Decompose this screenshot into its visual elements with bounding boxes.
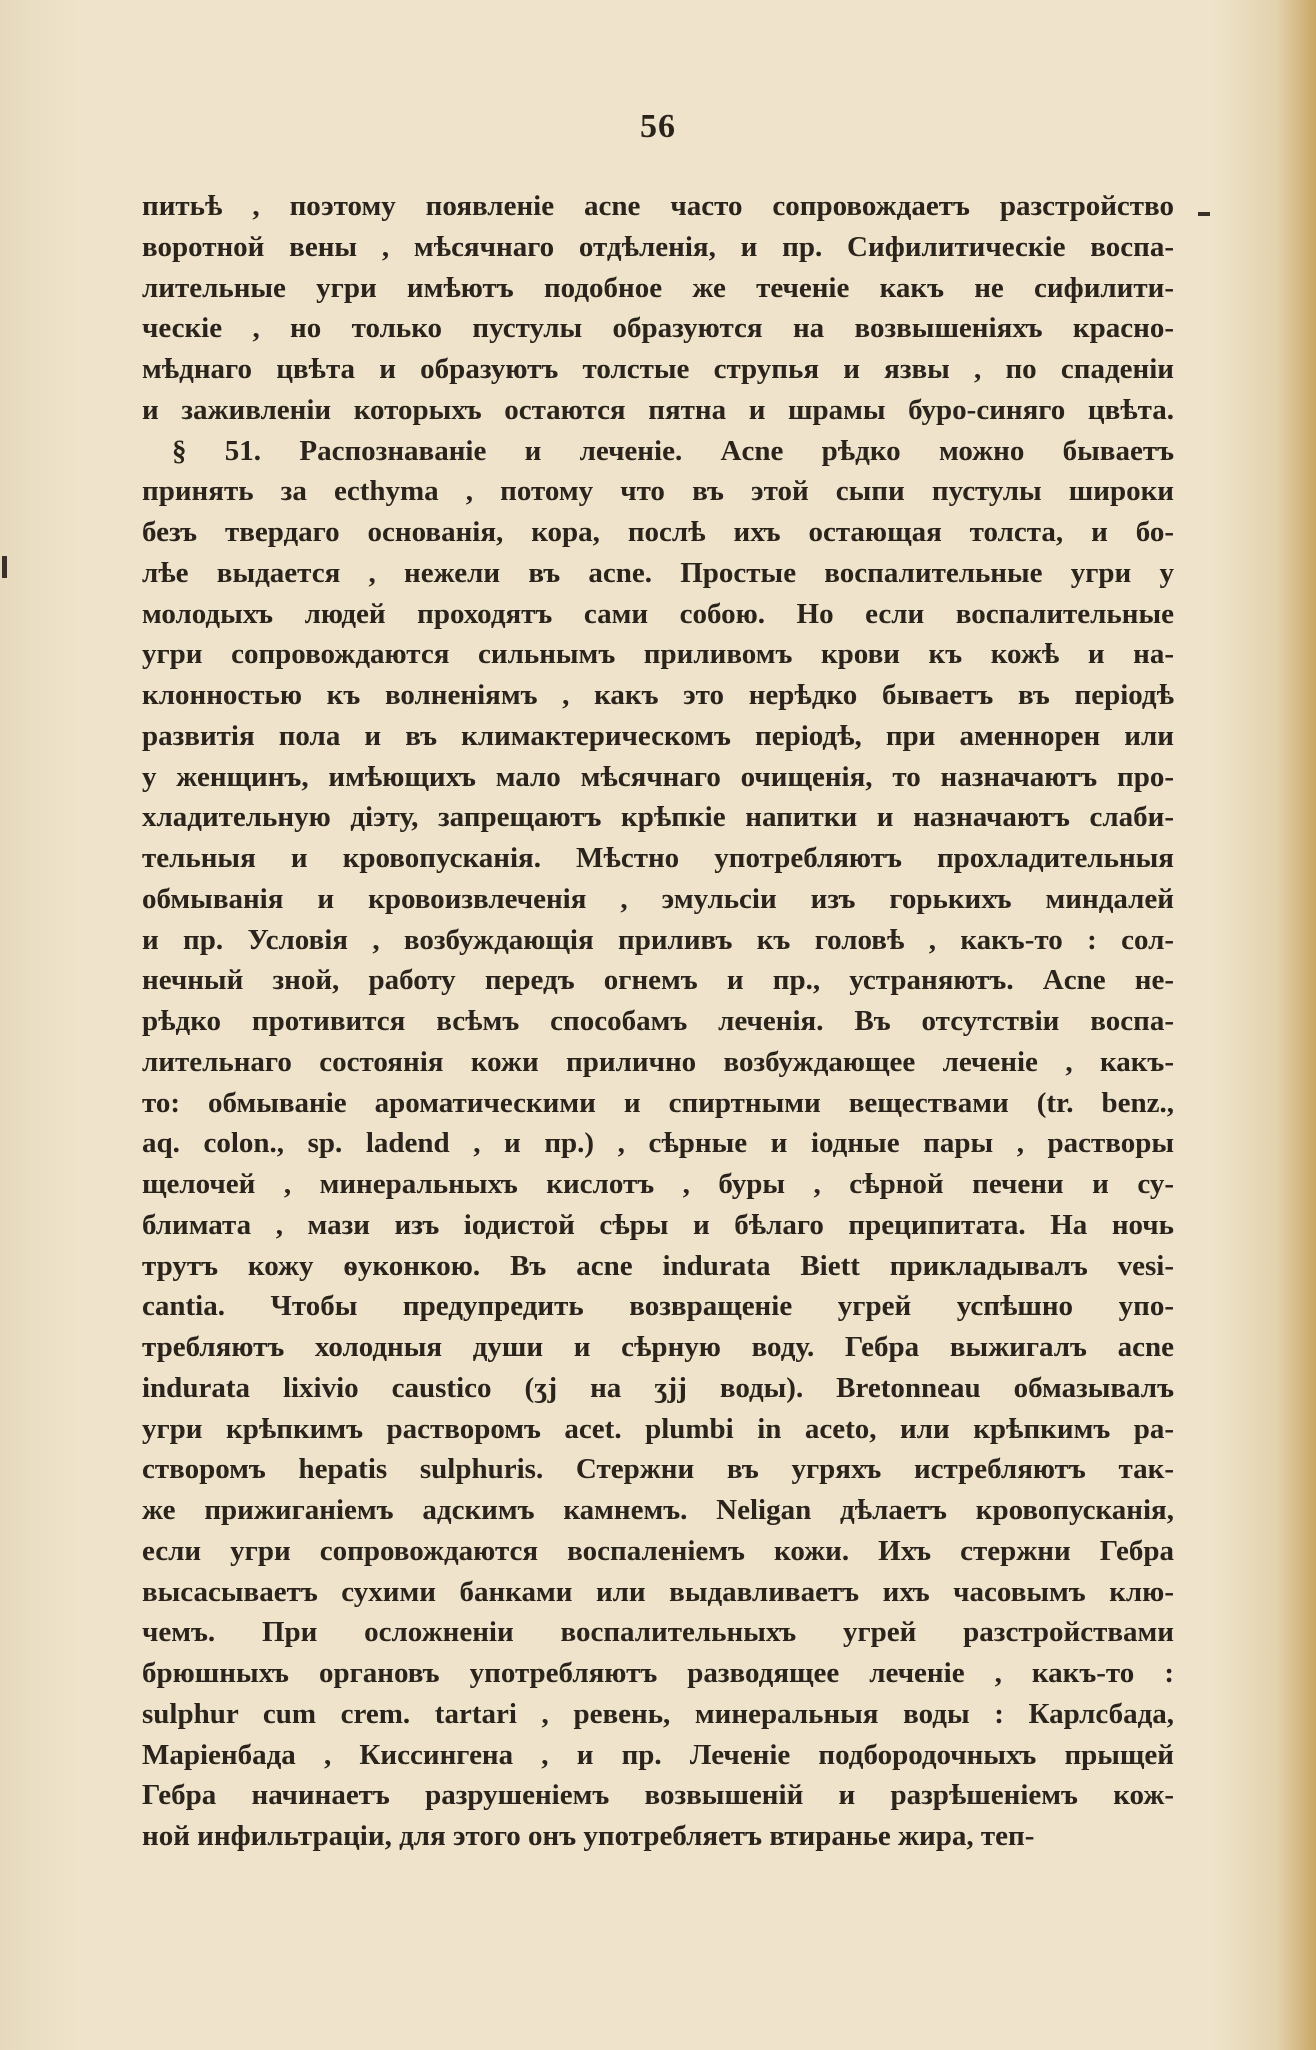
text-line: нечный зной, работу передъ огнемъ и пр., устраняютъ. Acne не- [142,964,1174,997]
text-line: принять за ecthyma , потому что въ этой сыпи пустулы широки [142,475,1174,508]
text-line: клонностью къ волненіямъ , какъ это нерѣдко бываетъ въ періодѣ [142,679,1174,711]
text-line: у женщинъ, имѣющихъ мало мѣсячнаго очищенія, то назначаютъ про- [142,760,1174,793]
page-number: 56 [640,108,676,145]
section-heading-line: § 51. Распознаваніе и леченіе. Acne рѣдко можно бываетъ [172,434,1174,467]
text-line: и заживленіи которыхъ остаются пятна и шрамы буро-синяго цвѣта. [142,393,1174,426]
text-line: воротной вены , мѣсячнаго отдѣленія, и пр. Сифилитическіе воспа- [142,230,1174,263]
margin-mark-right [1198,212,1210,216]
text-line: лительные угри имѣютъ подобное же теченіе какъ не сифилити- [142,271,1174,304]
text-line: высасываетъ сухими банками или выдавливаетъ ихъ часовымъ клю- [142,1575,1174,1608]
text-line: то: обмываніе ароматическими и спиртными веществами (tr. benz., [142,1086,1174,1119]
text-line: лительнаго состоянія кожи прилично возбуждающее леченіе , какъ- [142,1045,1174,1078]
text-line: хладительную діэту, запрещаютъ крѣпкіе напитки и назначаютъ слаби- [142,801,1174,834]
text-line: sulphur cum crem. tartari , ревень, минеральныя воды : Карлсбада, [142,1697,1174,1730]
text-line: питьѣ , поэтому появленіе acne часто сопровождаетъ разстройство [142,190,1174,222]
text-line: обмыванія и кровоизвлеченія , эмульсіи изъ горькихъ миндалей [142,882,1174,915]
text-line: cantia. Чтобы предупредить возвращеніе угрей успѣшно упо- [142,1290,1174,1323]
text-line: створомъ hepatis sulphuris. Стержни въ угряхъ истребляютъ так- [142,1453,1174,1486]
text-line: требляютъ холодныя души и сѣрную воду. Гебра выжигалъ acne [142,1331,1174,1363]
text-line: лѣе выдается , нежели въ acne. Простые воспалительные угри у [142,556,1174,589]
text-line: если угри сопровождаются воспаленіемъ кожи. Ихъ стержни Гебра [142,1534,1174,1567]
text-line: aq. colon., sp. ladend , и пр.) , сѣрные и іодные пары , растворы [142,1127,1174,1160]
text-line: рѣдко противится всѣмъ способамъ леченія. Въ отсутствіи воспа- [142,1005,1174,1037]
margin-mark-left [2,556,7,578]
text-line: ческіе , но только пустулы образуются на возвышеніяхъ красно- [142,312,1174,345]
text-line: ной инфильтраціи, для этого онъ употребляетъ втиранье жира, теп- [142,1820,1035,1852]
text-line: Маріенбада , Киссингена , и пр. Леченіе подбородочныхъ прыщей [142,1738,1174,1771]
text-line: молодыхъ людей проходятъ сами собою. Но если воспалительные [142,597,1174,630]
text-line: брюшныхъ органовъ употребляютъ разводящее леченіе , какъ-то : [142,1657,1174,1689]
text-line: угри крѣпкимъ растворомъ acet. plumbi in aceto, или крѣпкимъ ра- [142,1412,1174,1445]
text-line: indurata lixivio caustico (ʒj на ʒjj воды). Bretonneau обмазывалъ [142,1371,1174,1404]
text-line: трутъ кожу ѳуконкою. Въ acne indurata Biett прикладывалъ vesi- [142,1249,1174,1282]
text-line: мѣднаго цвѣта и образуютъ толстые струпья и язвы , по спаденіи [142,353,1174,385]
text-line: и пр. Условія , возбуждающія приливъ къ головѣ , какъ-то : сол- [142,923,1174,956]
text-line: тельныя и кровопусканія. Мѣстно употребляютъ прохладительныя [142,842,1174,874]
text-line: щелочей , минеральныхъ кислотъ , буры , сѣрной печени и су- [142,1168,1174,1200]
body-text [142,186,1174,1857]
text-line: чемъ. При осложненіи воспалительныхъ угрей разстройствами [142,1616,1174,1649]
text-line: развитія пола и въ климактерическомъ періодѣ, при аменнорен или [142,719,1174,752]
text-line: угри сопровождаются сильнымъ приливомъ крови къ кожѣ и на- [142,638,1174,671]
text-line: блимата , мази изъ іодистой сѣры и бѣлаго преципитата. На ночь [142,1208,1174,1241]
text-line: Гебра начинаетъ разрушеніемъ возвышеній и разрѣшеніемъ кож- [142,1779,1174,1812]
text-line: же прижиганіемъ адскимъ камнемъ. Neligan дѣлаетъ кровопусканія, [142,1494,1174,1526]
text-line: безъ твердаго основанія, кора, послѣ ихъ остающая толста, и бо- [142,516,1174,548]
